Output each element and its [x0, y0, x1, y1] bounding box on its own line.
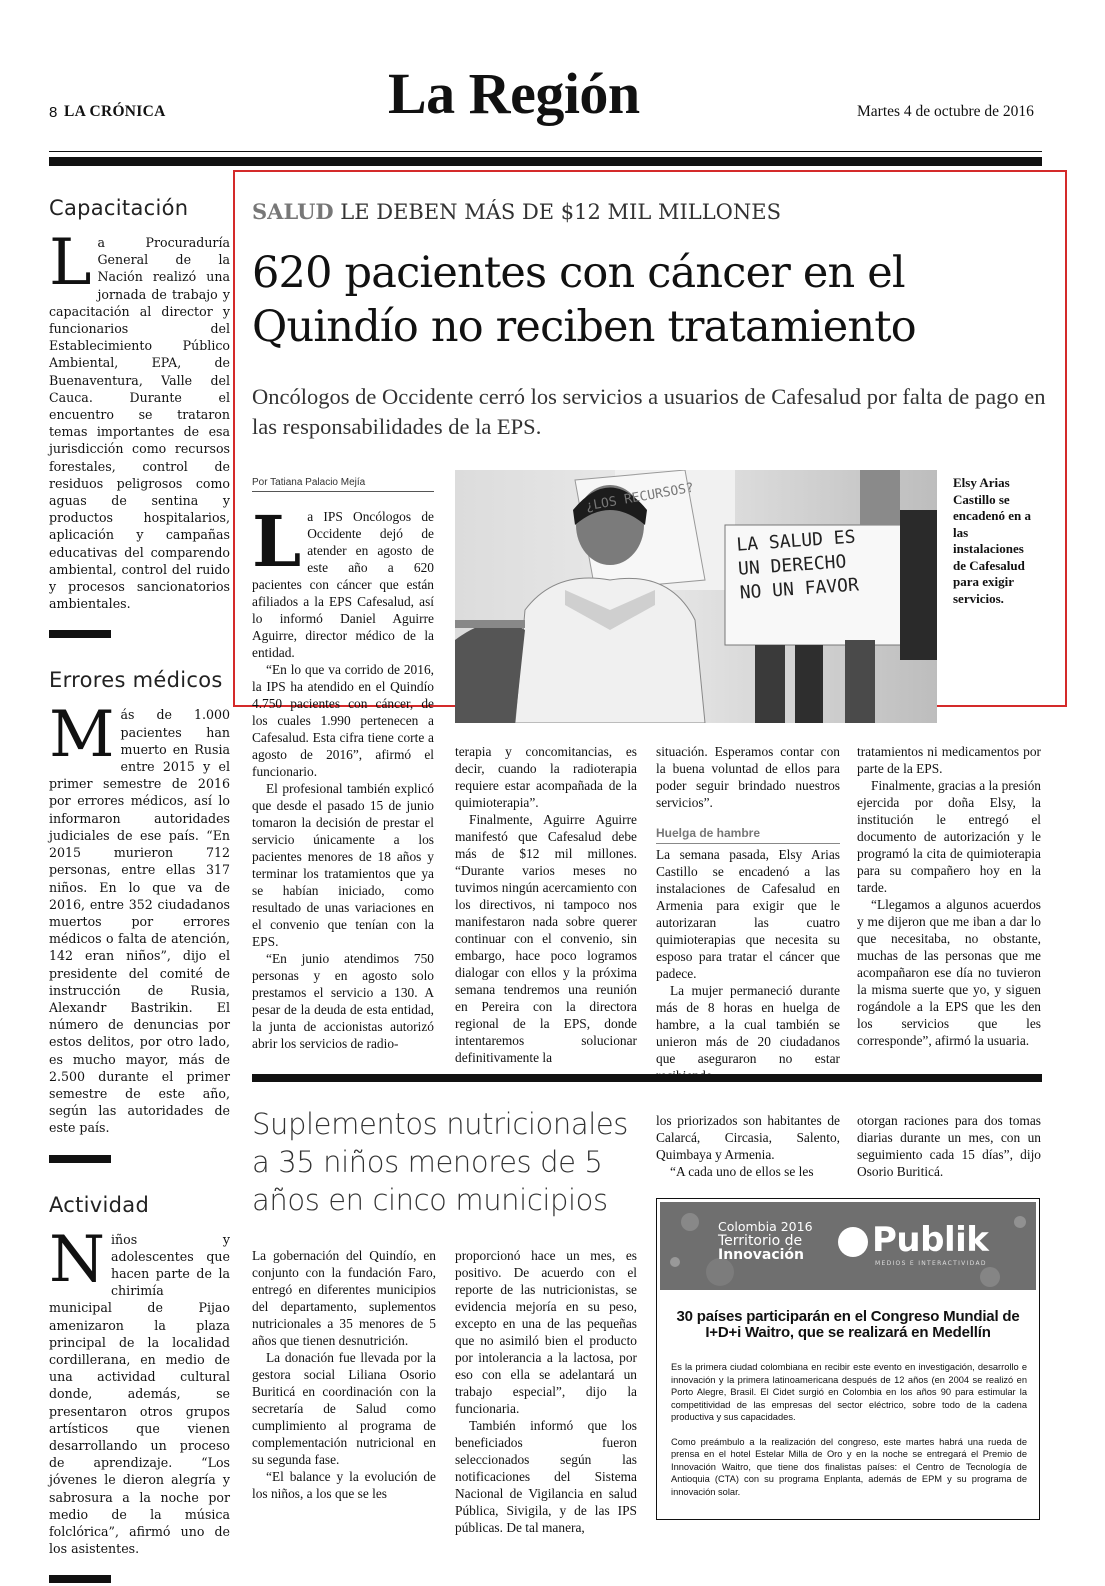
- story-headline: [252, 246, 916, 354]
- story-byline: Por Tatiana Palacio Mejía: [252, 477, 434, 492]
- sidebar-text: a Procuraduría General de la Nación realizó una jornada de trabajo y capacitación al director y funcionarios del Establecimiento Público Ambiental, EPA, de Buenaventura, Valle del Cauca. Durante el encuentro se trataron temas importantes de esa jurisdicción como recursos forestales, control de residuos peligrosos como aguas de sentina y productos hospitalarios, aplicación y campañas educativas del comparendo ambiental, control del ruido y procesos sancionatorios ambientales.: [49, 235, 230, 612]
- dropcap: N: [49, 1222, 105, 1297]
- paragraph: La donación fue llevada por la gestora social Liliana Osorio Buriticá en coordinación con la secretaría de Salud como cumplimiento al programa de complementación nutricional en su segunda fase.: [252, 1350, 436, 1467]
- sidebar-item: [49, 196, 230, 638]
- paragraph: El profesional también explicó que desde el pasado 15 de junio tomaron la decisión de prestar el servicio únicamente a los pacientes menores de 18 años y terminar los tratamientos que ya se habían iniciado, como resultado de unas variaciones en el convenio que tenían con la EPS.: [252, 781, 434, 949]
- second-story-column-3: [656, 1112, 840, 1180]
- ad-logo-line: Innovación: [718, 1247, 805, 1263]
- sidebar-text: ás de 1.000 pacientes han muerto en Rusia entre 2015 y el primer semestre de 2016 por errores médicos, así lo informaron autoridades judiciales de ese país. “En 2015 murieron 712 personas, entre ellas 317 niños. En lo que va de 2016, entre 352 ciudadanos muertos por errores médicos o falta de atención, 142 eran niños”, dijo el presidente del comité de instrucción de Rusia, Alexandr Bastrikin. El número de denuncias por estos delitos, por otro lado, es mucho mayor, más de 2.500 durante el primer semestre de este año, según las autoridades de este país.: [49, 707, 230, 1136]
- paragraph: La gobernación del Quindío, en conjunto con la fundación Faro, entregó en diferentes municipios del departamento, suplementos nutricionales a 35 menores de 5 años que tienen desnutrición.: [252, 1248, 436, 1348]
- story-photo: [455, 470, 937, 723]
- section-title: La Región: [388, 61, 640, 126]
- dropcap: L: [49, 226, 92, 300]
- sidebar-divider: [49, 1575, 111, 1583]
- paragraph: terapia y concomitancias, es decir, cuando la radioterapia requiere estar acompañada de la quimioterapia”.: [455, 744, 637, 810]
- paragraph: La semana pasada, Elsy Arias Castillo se encadenó a las instalaciones de Cafesalud en Armenia para exigir que le autorizaran las cuatro quimioterapias que necesita su esposo para tratar el cáncer que padece.: [656, 847, 840, 981]
- masthead-rule-thick: [49, 157, 1042, 166]
- paragraph: “En junio atendimos 750 personas y en agosto solo prestamos el servicio a 130. A pesar de la deuda de esta entidad, la junta de accionistas autorizó abrir los servicios de radio-: [252, 951, 434, 1051]
- ad-body: [671, 1361, 1027, 1498]
- story-kicker: [252, 199, 781, 224]
- sign-line: LA SALUD ES: [735, 526, 857, 556]
- ad-logo-line: Territorio de: [718, 1233, 803, 1249]
- publik-tagline: MEDIOS E INTERACTIVIDAD: [875, 1260, 987, 1267]
- ad-banner: [660, 1202, 1036, 1290]
- publik-logo-icon: [838, 1227, 868, 1257]
- paragraph: “A cada uno de ellos se les: [670, 1164, 814, 1179]
- paragraph: Finalmente, Aguirre Aguirre manifestó que Cafesalud debe más de $12 mil millones. “Durante varios meses no tuvimos ningún acercamiento con los directivos, ni tampoco nos manifestaron nada sobre querer continuar con el convenio, sin embargo, hace poco logramos dialogar con ellos y la próxima semana tendremos una reunión en Pereira con la directora regional de la EPS, donde intentaremos solucionar definitivamente la: [455, 812, 637, 1065]
- paragraph: La mujer permaneció durante más de 8 horas en huelga de hambre, a la cual también se unieron más de 20 ciudadanos que aseguraron no estar: [656, 983, 840, 1066]
- page-number: 8: [49, 104, 58, 121]
- sign-line: UN DERECHO: [737, 551, 848, 580]
- story-column-1: [252, 500, 434, 1052]
- sidebar-divider: [49, 630, 111, 638]
- ad-logo-line: Colombia 2016: [718, 1219, 813, 1234]
- paragraph: tratamientos ni medicamentos por parte de la EPS.: [857, 744, 1041, 776]
- paragraph: otorgan raciones para dos tomas diarias durante un mes, con un seguimiento cada 15 días”, dijo Osorio Buriticá.: [857, 1113, 1041, 1179]
- story-column-4: [857, 743, 1041, 1049]
- sidebar: [49, 196, 230, 1583]
- paragraph: También informó que los beneficiados fueron seleccionados según las notificaciones del Sistema Nacional de Vigilancia en salud Pública, Sivigila, y de las IPS públicas. De tal manera,: [455, 1418, 637, 1535]
- second-story-column-1: [252, 1247, 436, 1502]
- sidebar-heading: Actividad: [49, 1192, 150, 1217]
- headline-line: 620 pacientes con cáncer en el: [252, 248, 905, 298]
- ad-logo-text: [718, 1220, 813, 1262]
- paragraph: a IPS Oncólogos de Occidente dejó de atender en agosto de este año a 620 pacientes con cáncer que están afiliados a la EPS Cafesalud, así lo informó Daniel Aguirre Aguirre, director médico de la entidad.: [252, 509, 434, 660]
- paragraph: Finalmente, gracias a la presión ejercida por doña Elsy, la institución le entregó el documento de autorización y le programó la cita de quimioterapia para su compañero hoy en la tarde.: [857, 778, 1041, 895]
- paragraph: “En lo que va corrido de 2016, la IPS ha atendido en el Quindío 4.750 pacientes con cáncer, de los cuales 1.990 pertenecen a Cafesalud. Esta cifra tiene corte a agosto de 2016”, afirmó el funcionario.: [252, 662, 434, 779]
- sidebar-heading: Capacitación: [49, 196, 189, 220]
- photo-caption: Elsy Arias Castillo se encadenó en a las instalaciones de Cafesalud para exigir servicios.: [953, 475, 1031, 606]
- kicker-section: SALUD: [252, 199, 334, 224]
- paragraph: los priorizados son habitantes de Calarcá, Circasia, Salento, Quimbaya y Armenia.: [656, 1113, 840, 1162]
- masthead-rule-thin: [49, 151, 1042, 152]
- second-story-headline: Suplementos nutricionales a 35 niños menores de 5 años en cinco municipios: [252, 1107, 629, 1217]
- brand-name: LA CRÓNICA: [64, 103, 166, 120]
- sidebar-item: [49, 668, 230, 1162]
- story-deck: Oncólogos de Occidente cerró los servicios a usuarios de Cafesalud por falta de pago en las responsabilidades de la EPS.: [252, 384, 1046, 439]
- story-column-2: [455, 743, 637, 1066]
- publik-ad: [656, 1198, 1040, 1520]
- ad-headline: 30 países participarán en el Congreso Mundial de I+D+i Waitro, que se realizará en Medellín: [676, 1308, 1020, 1341]
- paragraph: “El balance y la evolución de los niños, a los que se les: [252, 1469, 436, 1501]
- subhead: Huelga de hambre: [656, 825, 840, 844]
- story-column-3: [656, 743, 840, 1084]
- photo-sign-back: ¿LOS RECURSOS?: [584, 480, 696, 515]
- paragraph: Como preámbulo a la realización del congreso, este martes habrá una rueda de prensa en el hotel Estelar Milla de Oro y en la noche se entregará el Premio de Innovación Waitro, que tiene dos finalistas países: el Centro de Tecnología de Antioquia (CTA) con su programa Enplanta, además de EPM y su programa de innovación solar.: [671, 1436, 1027, 1497]
- publication-date: Martes 4 de octubre de 2016: [857, 103, 1034, 120]
- paragraph: Es la primera ciudad colombiana en recibir este evento en investigación, desarrollo e innovación y la primera latinoamericana después de 12 años (en 2004 se realizó en Porto Alegre, Brasil. El Cidet surgió en Colombia en los años 90 para estimular la competitividad de las empresas del sector eléctrico, sobre todo de la cadena productiva y sus capacidades.: [671, 1362, 1027, 1422]
- sign-line: NO UN FAVOR: [739, 574, 860, 604]
- headline-line: Quindío no reciben tratamiento: [252, 302, 916, 352]
- second-story-column-2: [455, 1247, 637, 1536]
- sidebar-text: iños y adolescentes que hacen parte de la chirimía municipal de Pijao amenizaron la plaza principal de la localidad cordillerana, en medio de una actividad cultural donde, además, se presentaron otros grupos artísticos que vienen desarrollando un proceso de aprendizaje. “Los jóvenes le dieron alegría y sabrosura a la noche por medio de la música folclórica”, afirmó uno de los asistentes.: [49, 1231, 230, 1557]
- sidebar-heading: Errores médicos: [49, 668, 223, 693]
- photo-sign-text: [736, 522, 906, 605]
- sidebar-item: [49, 1193, 230, 1584]
- paragraph: situación. Esperamos contar con la buena voluntad de ellos para poder seguir brindado nuestros servicios”.: [656, 744, 840, 810]
- sidebar-divider: [49, 1155, 111, 1163]
- kicker-text: LE DEBEN MÁS DE $12 MIL MILLONES: [340, 200, 781, 224]
- publik-brand: Publik: [872, 1220, 989, 1260]
- paragraph: proporcionó hace un mes, es positivo. De acuerdo con el reporte de las nutricionistas, se evidencia mejoría en su peso, excepto en una de las pequeñas que no asimiló bien el producto por intolerancia a la lactosa, por eso con ella se adelantará un trabajo especial”, dijo la funcionaria.: [455, 1248, 637, 1416]
- dropcap: L: [252, 500, 302, 583]
- section-divider: [252, 1074, 1042, 1082]
- second-story-column-4: [857, 1112, 1041, 1180]
- paragraph: “Llegamos a algunos acuerdos y me dijeron que me iban a dar lo que necesitaba, no obstante, muchas de las personas que me acompañaron ese día no tuvieron la misma suerte que yo, y siguen rogándole a la EPS que les den los servicios que les corresponde”, afirmó la usuaria.: [857, 897, 1041, 1048]
- dropcap: M: [49, 698, 115, 773]
